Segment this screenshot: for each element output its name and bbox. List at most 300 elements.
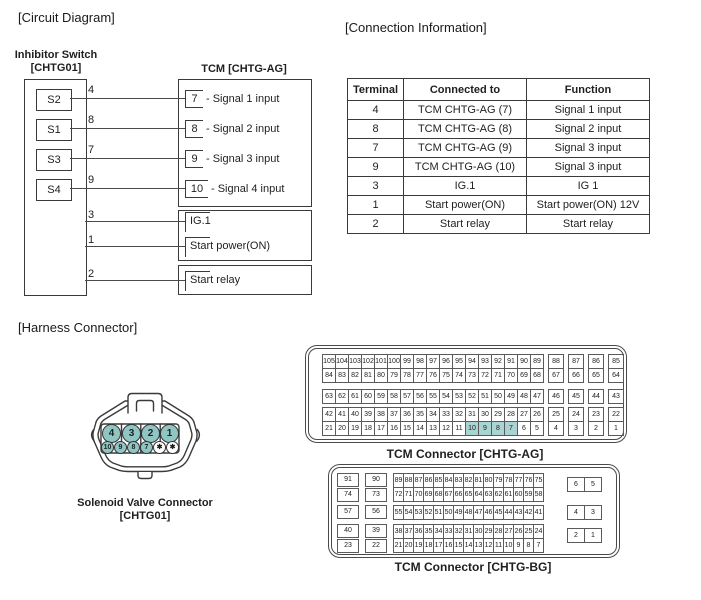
pin-cell-32: 32 (453, 408, 466, 422)
tcm-pin-number: 8 (185, 120, 203, 138)
pin-cell-84: 84 (444, 474, 454, 488)
tcm-pin-number: 7 (185, 90, 203, 108)
solenoid-pin-9: 9 (114, 441, 127, 454)
pin-cell-1: 1 (585, 529, 602, 543)
pin-cell-102: 102 (362, 355, 375, 369)
pin-cell-83: 83 (454, 474, 464, 488)
pin-cell-75: 75 (534, 474, 544, 488)
pin-cell-44: 44 (504, 506, 514, 520)
tcm-pin-label: - Signal 2 input (206, 123, 280, 135)
pin-cell-39: 39 (362, 408, 375, 422)
table-cell: TCM CHTG-AG (9) (404, 139, 527, 158)
pin-cell-45: 45 (569, 390, 584, 404)
tcm-terminal-label: Start relay (190, 274, 241, 286)
pin-grid (567, 528, 602, 543)
power-wire (85, 221, 185, 222)
tcm-pin-row (185, 120, 279, 138)
pin-cell-79: 79 (388, 369, 401, 383)
pin-cell-22: 22 (365, 539, 387, 553)
solenoid-pin-8: 8 (127, 441, 140, 454)
signal-wire (70, 98, 185, 99)
pin-cell-82: 82 (349, 369, 362, 383)
pin-cell-67: 67 (444, 488, 454, 502)
table-cell: Start power(ON) 12V (527, 196, 650, 215)
table-row (348, 158, 650, 177)
table-row (348, 120, 650, 139)
pin-cell-35: 35 (424, 525, 434, 539)
table-cell: 9 (348, 158, 404, 177)
pin-cell-2: 2 (568, 529, 585, 543)
pin-cell-81: 81 (474, 474, 484, 488)
table-cell: 4 (348, 101, 404, 120)
pin-cell-10: 10 (504, 539, 514, 553)
solenoid-pin-2: 2 (141, 424, 160, 443)
pin-cell-79: 79 (494, 474, 504, 488)
tcm-pin-label: - Signal 3 input (206, 153, 280, 165)
pin-cell-52: 52 (466, 390, 479, 404)
signal-wire (70, 188, 185, 189)
pin-cell-67: 67 (549, 369, 564, 383)
pin-cell-87: 87 (414, 474, 424, 488)
pin-cell-25: 25 (524, 525, 534, 539)
pin-cell-73: 73 (466, 369, 479, 383)
pin-cell-43: 43 (609, 390, 624, 404)
pin-cell-61: 61 (504, 488, 514, 502)
table-cell: TCM CHTG-AG (10) (404, 158, 527, 177)
pin-cell-3: 3 (569, 422, 584, 436)
pin-cell-87: 87 (569, 355, 584, 369)
solenoid-pin-blank: ✱ (153, 441, 166, 454)
pin-grid (608, 407, 624, 436)
pin-cell-104: 104 (336, 355, 349, 369)
wire-number: 7 (88, 144, 95, 156)
pin-cell-2: 2 (589, 422, 604, 436)
pin-cell-31: 31 (466, 408, 479, 422)
pin-cell-69: 69 (518, 369, 531, 383)
pin-cell-5: 5 (531, 422, 544, 436)
pin-cell-24: 24 (534, 525, 544, 539)
pin-cell-77: 77 (414, 369, 427, 383)
pin-cell-34: 34 (434, 525, 444, 539)
pin-cell-19: 19 (414, 539, 424, 553)
pin-cell-62: 62 (336, 390, 349, 404)
pin-cell-27: 27 (518, 408, 531, 422)
pin-cell-57: 57 (401, 390, 414, 404)
table-cell: Signal 3 input (527, 139, 650, 158)
pin-cell-50: 50 (492, 390, 505, 404)
bracket-left-line (185, 271, 186, 291)
inhibitor-switch-code: [CHTG01] (30, 62, 82, 74)
table-cell: Start relay (527, 215, 650, 234)
pin-cell-8: 8 (524, 539, 534, 553)
pin-cell-48: 48 (464, 506, 474, 520)
wire-number: 2 (88, 268, 95, 280)
pin-cell-8: 8 (492, 422, 505, 436)
bracket-top-line (185, 237, 210, 238)
pin-cell-38: 38 (375, 408, 388, 422)
pin-cell-80: 80 (375, 369, 388, 383)
table-cell: TCM CHTG-AG (8) (404, 120, 527, 139)
pin-cell-63: 63 (323, 390, 336, 404)
pin-cell-95: 95 (453, 355, 466, 369)
pin-cell-78: 78 (504, 474, 514, 488)
table-cell: Signal 2 input (527, 120, 650, 139)
bracket-top-line (185, 212, 210, 213)
pin-cell-86: 86 (589, 355, 604, 369)
pin-cell-63: 63 (484, 488, 494, 502)
connection-info-title: [Connection Information] (345, 20, 487, 35)
pin-cell-39: 39 (365, 524, 387, 538)
pin-cell-60: 60 (514, 488, 524, 502)
pin-cell-22: 22 (609, 408, 624, 422)
pin-cell-54: 54 (404, 506, 414, 520)
pin-cell-68: 68 (531, 369, 544, 383)
pin-cell-23: 23 (589, 408, 604, 422)
pin-grid (567, 477, 602, 492)
pin-cell-14: 14 (414, 422, 427, 436)
pin-cell-55: 55 (427, 390, 440, 404)
pin-cell-59: 59 (375, 390, 388, 404)
pin-cell-64: 64 (609, 369, 624, 383)
wire-number: 4 (88, 84, 95, 96)
switch-contact-s1: S1 (36, 119, 72, 141)
pin-cell-61: 61 (349, 390, 362, 404)
pin-cell-33: 33 (440, 408, 453, 422)
connection-table (347, 78, 650, 234)
tcm-pin-label: - Signal 4 input (211, 183, 285, 195)
pin-cell-41: 41 (336, 408, 349, 422)
pin-cell-17: 17 (434, 539, 444, 553)
table-row (348, 177, 650, 196)
pin-cell-88: 88 (404, 474, 414, 488)
pin-cell-81: 81 (362, 369, 375, 383)
pin-cell-64: 64 (474, 488, 484, 502)
pin-cell-21: 21 (394, 539, 404, 553)
pin-cell-49: 49 (454, 506, 464, 520)
pin-cell-32: 32 (454, 525, 464, 539)
pin-cell-69: 69 (424, 488, 434, 502)
tcm-bg-connector (328, 464, 620, 558)
bottom-tab (138, 472, 152, 479)
pin-cell-57: 57 (337, 505, 359, 519)
solenoid-pin-10: 10 (101, 441, 114, 454)
pin-cell-98: 98 (414, 355, 427, 369)
wire-number: 3 (88, 209, 95, 221)
pin-grid (608, 389, 624, 404)
pin-cell-96: 96 (440, 355, 453, 369)
pin-cell-3: 3 (585, 506, 602, 520)
pin-cell-13: 13 (427, 422, 440, 436)
pin-cell-70: 70 (414, 488, 424, 502)
wire-number: 1 (88, 234, 95, 246)
pin-cell-18: 18 (424, 539, 434, 553)
pin-cell-82: 82 (464, 474, 474, 488)
pin-cell-4: 4 (568, 506, 585, 520)
pin-cell-47: 47 (474, 506, 484, 520)
pin-cell-93: 93 (479, 355, 492, 369)
pin-grid (588, 389, 604, 404)
power-wire (85, 280, 185, 281)
pin-cell-15: 15 (401, 422, 414, 436)
pin-cell-68: 68 (434, 488, 444, 502)
table-row (348, 196, 650, 215)
top-tab (128, 394, 162, 414)
pin-cell-42: 42 (524, 506, 534, 520)
table-cell: TCM CHTG-AG (7) (404, 101, 527, 120)
pin-cell-36: 36 (401, 408, 414, 422)
pin-cell-76: 76 (524, 474, 534, 488)
pin-cell-26: 26 (531, 408, 544, 422)
pin-cell-51: 51 (434, 506, 444, 520)
tcm-pin-row (185, 180, 284, 198)
solenoid-connector-name: Solenoid Valve Connector (77, 497, 213, 509)
pin-cell-12: 12 (484, 539, 494, 553)
pin-cell-66: 66 (569, 369, 584, 383)
pin-cell-6: 6 (568, 478, 585, 492)
pin-cell-49: 49 (505, 390, 518, 404)
table-cell: Signal 1 input (527, 101, 650, 120)
pin-cell-24: 24 (569, 408, 584, 422)
table-row (348, 215, 650, 234)
pin-cell-7: 7 (534, 539, 544, 553)
pin-cell-52: 52 (424, 506, 434, 520)
pin-cell-94: 94 (466, 355, 479, 369)
table-cell: 3 (348, 177, 404, 196)
pin-cell-42: 42 (323, 408, 336, 422)
pin-grid (608, 354, 624, 383)
pin-cell-90: 90 (365, 473, 387, 487)
tcm-box-title: TCM [CHTG-AG] (201, 63, 287, 75)
pin-grid (548, 407, 564, 436)
power-wire (85, 246, 185, 247)
pin-cell-16: 16 (388, 422, 401, 436)
pin-cell-46: 46 (549, 390, 564, 404)
pin-cell-83: 83 (336, 369, 349, 383)
pin-cell-37: 37 (404, 525, 414, 539)
pin-grid (322, 389, 544, 404)
switch-contact-s2: S2 (36, 89, 72, 111)
pin-cell-74: 74 (453, 369, 466, 383)
pin-cell-56: 56 (365, 505, 387, 519)
pin-cell-100: 100 (388, 355, 401, 369)
pin-cell-65: 65 (464, 488, 474, 502)
table-cell: Start power(ON) (404, 196, 527, 215)
table-row (348, 139, 650, 158)
pin-cell-56: 56 (414, 390, 427, 404)
pin-cell-48: 48 (518, 390, 531, 404)
pin-cell-80: 80 (484, 474, 494, 488)
pin-cell-59: 59 (524, 488, 534, 502)
pin-cell-66: 66 (454, 488, 464, 502)
pin-cell-4: 4 (549, 422, 564, 436)
table-cell: 1 (348, 196, 404, 215)
pin-cell-12: 12 (440, 422, 453, 436)
table-cell: 8 (348, 120, 404, 139)
pin-cell-77: 77 (514, 474, 524, 488)
tcm-ag-connector-label: TCM Connector [CHTG-AG] (386, 447, 544, 461)
pin-cell-74: 74 (337, 488, 359, 502)
pin-cell-92: 92 (492, 355, 505, 369)
pin-cell-58: 58 (388, 390, 401, 404)
inhibitor-switch-name: Inhibitor Switch (14, 49, 98, 61)
signal-wire (70, 128, 185, 129)
pin-cell-41: 41 (534, 506, 544, 520)
pin-cell-36: 36 (414, 525, 424, 539)
pin-cell-65: 65 (589, 369, 604, 383)
table-header-cell: Connected to (404, 79, 527, 101)
pin-cell-1: 1 (609, 422, 624, 436)
pin-grid (393, 473, 544, 502)
pin-cell-91: 91 (337, 473, 359, 487)
pin-cell-105: 105 (323, 355, 336, 369)
wire-number: 8 (88, 114, 95, 126)
pin-grid (393, 505, 544, 520)
pin-cell-89: 89 (531, 355, 544, 369)
pin-grid (548, 389, 564, 404)
switch-contact-s4: S4 (36, 179, 72, 201)
pin-cell-37: 37 (388, 408, 401, 422)
pin-grid (322, 407, 544, 436)
pin-cell-53: 53 (453, 390, 466, 404)
pin-cell-19: 19 (349, 422, 362, 436)
bracket-left-line (185, 212, 186, 232)
table-header-cell: Terminal (348, 79, 404, 101)
bracket-top-line (185, 271, 210, 272)
pin-cell-101: 101 (375, 355, 388, 369)
pin-grid (568, 354, 584, 383)
solenoid-connector-code: [CHTG01] (119, 510, 171, 522)
pin-cell-103: 103 (349, 355, 362, 369)
signal-wire (70, 158, 185, 159)
tcm-bg-connector-label: TCM Connector [CHTG-BG] (394, 560, 552, 574)
table-cell: IG.1 (404, 177, 527, 196)
pin-grid (588, 407, 604, 436)
pin-cell-10: 10 (466, 422, 479, 436)
tcm-pin-number: 9 (185, 150, 203, 168)
pin-cell-29: 29 (492, 408, 505, 422)
solenoid-pin-7: 7 (140, 441, 153, 454)
pin-cell-18: 18 (362, 422, 375, 436)
pin-cell-20: 20 (404, 539, 414, 553)
pin-grid (548, 354, 564, 383)
pin-grid (588, 354, 604, 383)
wire-number: 9 (88, 174, 95, 186)
pin-cell-73: 73 (365, 488, 387, 502)
tcm-pin-label: - Signal 1 input (206, 93, 280, 105)
pin-cell-28: 28 (494, 525, 504, 539)
pin-cell-76: 76 (427, 369, 440, 383)
tcm-pin-number: 10 (185, 180, 208, 198)
pin-cell-71: 71 (404, 488, 414, 502)
pin-cell-53: 53 (414, 506, 424, 520)
solenoid-pin-3: 3 (122, 424, 141, 443)
pin-cell-90: 90 (518, 355, 531, 369)
pin-cell-20: 20 (336, 422, 349, 436)
pin-cell-78: 78 (401, 369, 414, 383)
table-cell: 7 (348, 139, 404, 158)
pin-cell-45: 45 (494, 506, 504, 520)
table-cell: 2 (348, 215, 404, 234)
pin-cell-86: 86 (424, 474, 434, 488)
pin-cell-13: 13 (474, 539, 484, 553)
solenoid-pin-blank: ✱ (166, 441, 179, 454)
circuit-diagram-title: [Circuit Diagram] (18, 10, 115, 25)
pin-cell-9: 9 (479, 422, 492, 436)
table-cell: IG 1 (527, 177, 650, 196)
pin-cell-29: 29 (484, 525, 494, 539)
pin-cell-84: 84 (323, 369, 336, 383)
pin-cell-17: 17 (375, 422, 388, 436)
pin-cell-58: 58 (534, 488, 544, 502)
pin-cell-44: 44 (589, 390, 604, 404)
pin-cell-38: 38 (394, 525, 404, 539)
pin-cell-21: 21 (323, 422, 336, 436)
pin-cell-40: 40 (349, 408, 362, 422)
pin-cell-51: 51 (479, 390, 492, 404)
pin-cell-97: 97 (427, 355, 440, 369)
pin-cell-6: 6 (518, 422, 531, 436)
pin-cell-72: 72 (479, 369, 492, 383)
pin-cell-5: 5 (585, 478, 602, 492)
pin-cell-75: 75 (440, 369, 453, 383)
pin-grid (322, 354, 544, 383)
pin-cell-27: 27 (504, 525, 514, 539)
pin-cell-34: 34 (427, 408, 440, 422)
tcm-ag-connector (305, 345, 627, 443)
tcm-terminal-label: Start power(ON) (190, 240, 271, 252)
pin-cell-25: 25 (549, 408, 564, 422)
tcm-terminal-label: IG.1 (190, 215, 211, 227)
pin-cell-71: 71 (492, 369, 505, 383)
pin-grid (568, 389, 584, 404)
pin-cell-55: 55 (394, 506, 404, 520)
pin-cell-28: 28 (505, 408, 518, 422)
pin-cell-30: 30 (479, 408, 492, 422)
pin-cell-16: 16 (444, 539, 454, 553)
pin-cell-40: 40 (337, 524, 359, 538)
pin-cell-89: 89 (394, 474, 404, 488)
pin-cell-91: 91 (505, 355, 518, 369)
pin-cell-7: 7 (505, 422, 518, 436)
pin-cell-35: 35 (414, 408, 427, 422)
pin-cell-26: 26 (514, 525, 524, 539)
solenoid-pin-1: 1 (160, 424, 179, 443)
table-header-cell: Function (527, 79, 650, 101)
tcm-pin-row (185, 150, 279, 168)
pin-cell-85: 85 (609, 355, 624, 369)
table-cell: Signal 3 input (527, 158, 650, 177)
pin-cell-30: 30 (474, 525, 484, 539)
table-row (348, 101, 650, 120)
pin-grid (393, 524, 544, 553)
pin-cell-31: 31 (464, 525, 474, 539)
solenoid-pin-4: 4 (102, 424, 121, 443)
table-cell: Start relay (404, 215, 527, 234)
pin-cell-11: 11 (453, 422, 466, 436)
pin-cell-72: 72 (394, 488, 404, 502)
pin-grid (568, 407, 584, 436)
pin-cell-9: 9 (514, 539, 524, 553)
pin-grid (567, 505, 602, 520)
pin-cell-23: 23 (337, 539, 359, 553)
pin-cell-11: 11 (494, 539, 504, 553)
pin-cell-33: 33 (444, 525, 454, 539)
pin-cell-60: 60 (362, 390, 375, 404)
pin-cell-46: 46 (484, 506, 494, 520)
harness-connector-title: [Harness Connector] (18, 320, 138, 335)
pin-cell-99: 99 (401, 355, 414, 369)
pin-cell-47: 47 (531, 390, 544, 404)
